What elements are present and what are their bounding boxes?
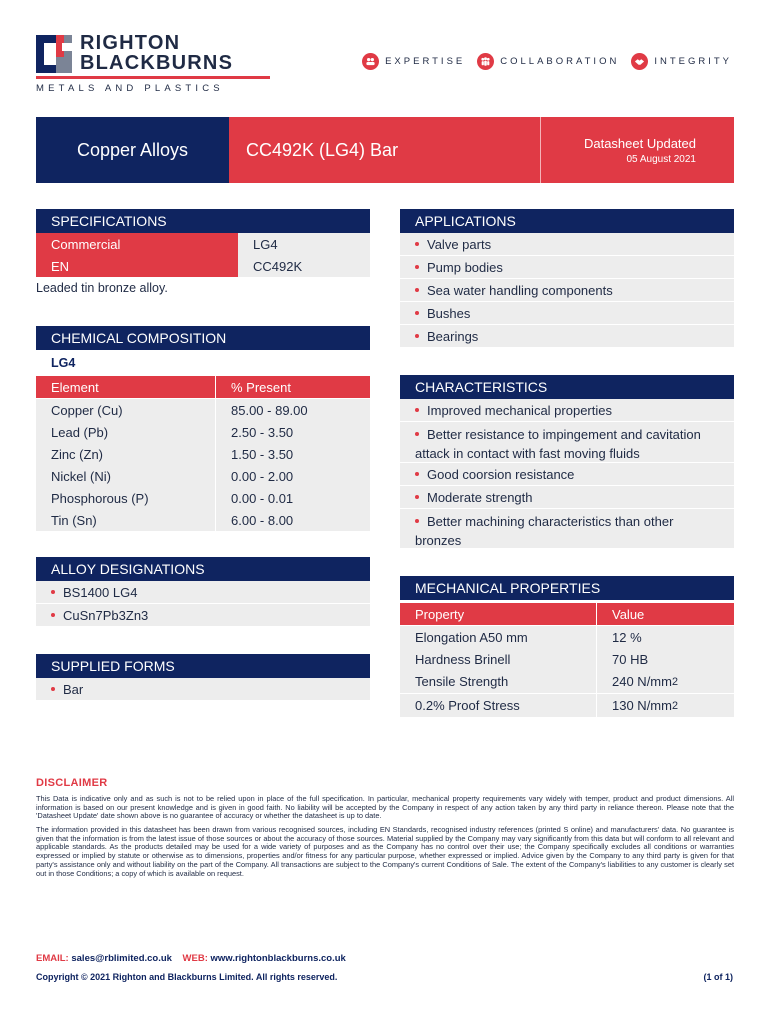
spec-value: LG4 bbox=[238, 233, 370, 255]
property-cell: Tensile Strength bbox=[400, 670, 596, 693]
company-logo bbox=[36, 33, 270, 93]
bullet-icon bbox=[51, 613, 55, 617]
percent-cell: 0.00 - 2.00 bbox=[215, 465, 370, 487]
property-cell: Elongation A50 mm bbox=[400, 626, 596, 648]
bullet-icon bbox=[415, 334, 419, 338]
list-item bbox=[36, 604, 370, 626]
chemical-heading: CHEMICAL COMPOSITION bbox=[36, 326, 370, 350]
percent-cell: 2.50 - 3.50 bbox=[215, 421, 370, 443]
web-label: WEB: bbox=[182, 953, 208, 964]
bullet-icon bbox=[51, 590, 55, 594]
title-banner bbox=[36, 117, 734, 183]
table-row bbox=[400, 694, 734, 717]
designations-heading: ALLOY DESIGNATIONS bbox=[36, 557, 370, 581]
value-integrity bbox=[631, 53, 732, 70]
table-row bbox=[400, 670, 734, 693]
people-icon bbox=[477, 53, 494, 70]
copyright: Copyright © 2021 Righton and Blackburns Limited. All rights reserved. bbox=[36, 972, 338, 982]
value-text: 12 % bbox=[612, 629, 642, 645]
logo-mark-icon bbox=[36, 35, 72, 73]
unit-superscript: 2 bbox=[671, 699, 678, 712]
application-text: Bushes bbox=[427, 305, 471, 321]
value-cell bbox=[596, 626, 734, 648]
value-label: COLLABORATION bbox=[500, 56, 620, 67]
email-label: EMAIL: bbox=[36, 953, 69, 964]
column-header: Property bbox=[415, 606, 465, 622]
value-text: 70 HB bbox=[612, 651, 649, 667]
list-item bbox=[400, 509, 734, 548]
email-link[interactable]: sales@rblimited.co.uk bbox=[71, 953, 172, 964]
table-row bbox=[400, 626, 734, 648]
element-cell: Copper (Cu) bbox=[36, 399, 215, 421]
disclaimer-heading: DISCLAIMER bbox=[36, 777, 108, 789]
table-row bbox=[36, 421, 370, 443]
value-label: INTEGRITY bbox=[654, 56, 732, 67]
column-header: Value bbox=[596, 603, 734, 625]
application-text: Sea water handling components bbox=[427, 282, 613, 298]
characteristic-text: Better machining characteristics than other bronzes bbox=[415, 514, 674, 548]
column-header: Element bbox=[51, 379, 99, 395]
company-values bbox=[362, 53, 732, 70]
bullet-icon bbox=[415, 265, 419, 269]
value-text: 240 N/mm bbox=[612, 674, 672, 689]
list-item bbox=[400, 486, 734, 508]
bullet-icon bbox=[51, 687, 55, 691]
list-item bbox=[400, 302, 734, 324]
bullet-icon bbox=[415, 408, 419, 412]
bullet-icon bbox=[415, 288, 419, 292]
element-cell: Lead (Pb) bbox=[36, 421, 215, 443]
characteristic-text: Improved mechanical properties bbox=[427, 402, 612, 418]
spec-label: Commercial bbox=[36, 233, 238, 255]
alloy-description: Leaded tin bronze alloy. bbox=[36, 281, 168, 295]
forms-heading: SUPPLIED FORMS bbox=[36, 654, 370, 678]
chemical-grade: LG4 bbox=[51, 356, 76, 370]
list-item bbox=[400, 399, 734, 421]
table-row bbox=[400, 648, 734, 670]
value-text: 130 N/mm bbox=[612, 698, 672, 713]
updated-label: Datasheet Updated bbox=[583, 135, 696, 151]
bullet-icon bbox=[415, 242, 419, 246]
list-item bbox=[400, 233, 734, 255]
brand-tagline: METALS AND PLASTICS bbox=[36, 83, 224, 94]
datasheet-updated bbox=[541, 117, 734, 183]
spec-row-en bbox=[36, 255, 370, 277]
list-item bbox=[36, 678, 370, 700]
updated-date: 05 August 2021 bbox=[626, 153, 696, 165]
value-expertise bbox=[362, 53, 465, 70]
value-cell bbox=[596, 694, 734, 717]
form-text: Bar bbox=[63, 681, 84, 697]
list-item bbox=[400, 422, 734, 462]
product-title: CC492K (LG4) Bar bbox=[229, 117, 541, 183]
table-row bbox=[36, 465, 370, 487]
percent-cell: 1.50 - 3.50 bbox=[215, 443, 370, 465]
list-item bbox=[400, 256, 734, 278]
column-header: % Present bbox=[215, 376, 370, 398]
value-collaboration bbox=[477, 53, 619, 70]
value-cell bbox=[596, 648, 734, 670]
brand-name-line2: BLACKBURNS bbox=[80, 52, 234, 74]
page-number: (1 of 1) bbox=[703, 972, 733, 982]
element-cell: Phosphorous (P) bbox=[36, 487, 215, 509]
list-item bbox=[400, 325, 734, 347]
logo-rule bbox=[36, 76, 270, 79]
disclaimer-paragraph-1: This Data is indicative only and as such is not to be relied upon in place of the full specification. In particular, mechanical property requirements vary widely with temper, product and product dimensions. All information is based on our present knowledge and is given in good faith. No liability will be accepted by the Company in respect of any action taken by any third party in reliance thereon. Please note that the 'Datasheet Update' date shown above is no guarantee of accuracy or whether the datasheet is up to date. bbox=[36, 794, 734, 821]
web-link[interactable]: www.rightonblackburns.co.uk bbox=[210, 953, 346, 964]
element-cell: Tin (Sn) bbox=[36, 509, 215, 531]
list-item bbox=[400, 279, 734, 301]
specifications-heading: SPECIFICATIONS bbox=[36, 209, 370, 233]
application-text: Pump bodies bbox=[427, 259, 503, 275]
table-row bbox=[36, 509, 370, 531]
product-category: Copper Alloys bbox=[36, 117, 229, 183]
property-cell: Hardness Brinell bbox=[400, 648, 596, 670]
element-cell: Nickel (Ni) bbox=[36, 465, 215, 487]
designation-text: BS1400 LG4 bbox=[63, 584, 138, 600]
spec-row-commercial bbox=[36, 233, 370, 255]
percent-cell: 6.00 - 8.00 bbox=[215, 509, 370, 531]
designation-text: CuSn7Pb3Zn3 bbox=[63, 607, 149, 623]
chemical-header-row bbox=[36, 376, 370, 398]
spec-value: CC492K bbox=[238, 255, 370, 277]
value-cell bbox=[596, 670, 734, 693]
list-item bbox=[36, 581, 370, 603]
table-row bbox=[36, 487, 370, 509]
contact-line bbox=[36, 953, 346, 964]
value-label: EXPERTISE bbox=[385, 56, 466, 67]
characteristic-text: Moderate strength bbox=[427, 489, 533, 505]
bullet-icon bbox=[415, 495, 419, 499]
percent-cell: 0.00 - 0.01 bbox=[215, 487, 370, 509]
application-text: Bearings bbox=[427, 328, 479, 344]
characteristics-heading: CHARACTERISTICS bbox=[400, 375, 734, 399]
applications-heading: APPLICATIONS bbox=[400, 209, 734, 233]
list-item bbox=[400, 463, 734, 485]
bullet-icon bbox=[415, 472, 419, 476]
property-cell: 0.2% Proof Stress bbox=[400, 694, 596, 717]
mechanical-heading: MECHANICAL PROPERTIES bbox=[400, 576, 734, 600]
spec-label: EN bbox=[36, 255, 238, 277]
table-row bbox=[36, 399, 370, 421]
application-text: Valve parts bbox=[427, 236, 492, 252]
characteristic-text: Better resistance to impingement and cavitation attack in contact with fast moving fluids bbox=[415, 427, 701, 461]
percent-cell: 85.00 - 89.00 bbox=[215, 399, 370, 421]
handshake-icon bbox=[631, 53, 648, 70]
mechanical-header-row bbox=[400, 603, 734, 625]
disclaimer-paragraph-2: The information provided in this datasheet has been drawn from various recognised sources, including EN Standards, recognised industry references (printed S online) and manufacturers' data. No guarantee is given that the information is from the latest issue of those sources or about the accuracy of those sources. Material supplied by the Company may vary significantly from this data but will conform to all relevant and applicable standards. As the products detailed may be used for a wide variety of purposes and as the Company has no control over their use; the Company specifically excludes all conditions or warranties expressed or implied by statute or otherwise as to dimensions, properties and/or fitness for any particular purpose, whether expressed or implied. Advice given by the Company to any third party is given for that party's assistance only and without liability on the part of the Company. All transactions are subject to the Company's current Conditions of Sale. The extent of the Company's liabilities to any customer is clearly set out in those Conditions; a copy of which is available on request. bbox=[36, 825, 734, 878]
bullet-icon bbox=[415, 432, 419, 436]
bullet-icon bbox=[415, 519, 419, 523]
table-row bbox=[36, 443, 370, 465]
characteristic-text: Good coorsion resistance bbox=[427, 466, 575, 482]
brand-name-line1: RIGHTON bbox=[80, 32, 181, 54]
team-icon bbox=[362, 53, 379, 70]
unit-superscript: 2 bbox=[671, 675, 678, 688]
bullet-icon bbox=[415, 311, 419, 315]
element-cell: Zinc (Zn) bbox=[36, 443, 215, 465]
